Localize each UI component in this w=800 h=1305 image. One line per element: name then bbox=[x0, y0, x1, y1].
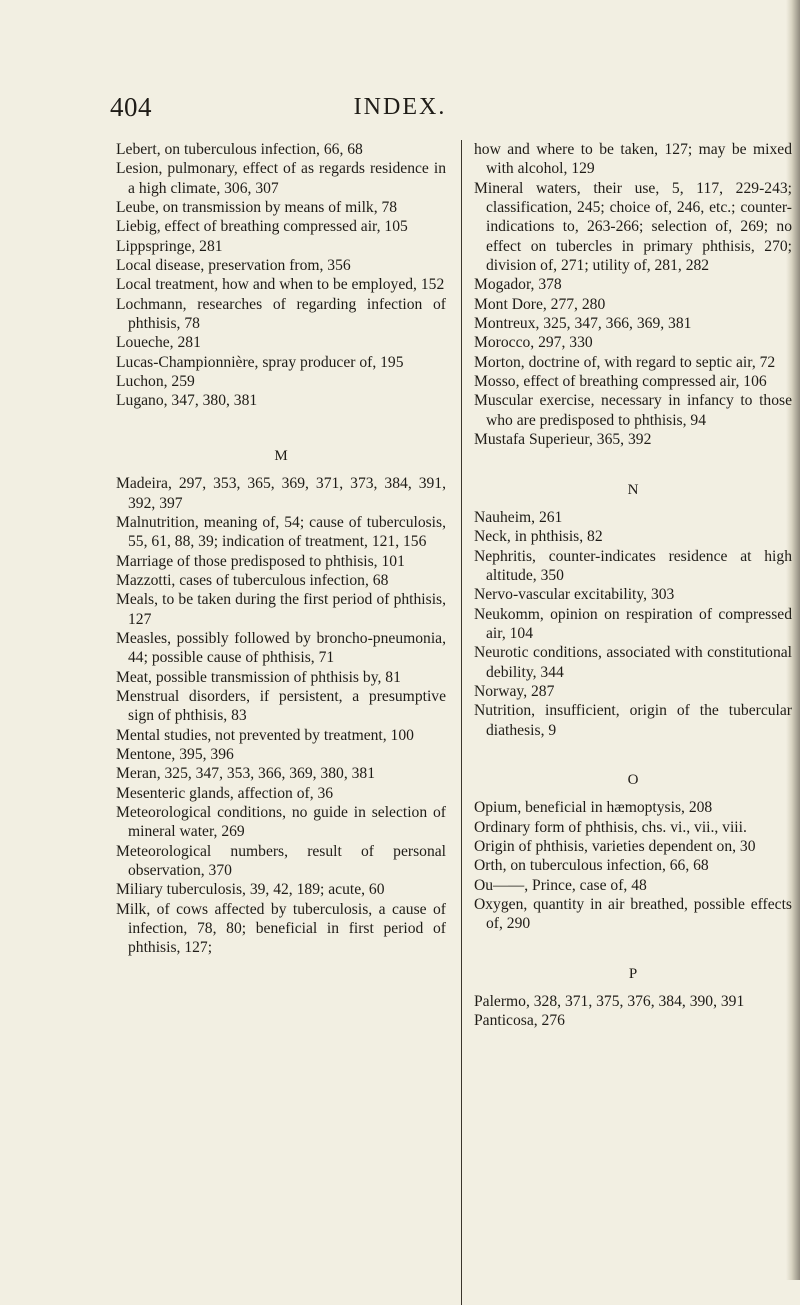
index-letter-heading: M bbox=[274, 447, 288, 464]
index-entry: Nephritis, counter-indicates residence at high altitude, 350 bbox=[474, 547, 792, 584]
index-letter-heading: O bbox=[627, 771, 639, 788]
index-entry: Mazzotti, cases of tuberculous infection, 68 bbox=[116, 571, 389, 589]
index-entry: Opium, beneficial in hæmoptysis, 208 bbox=[474, 799, 713, 817]
index-entry: Mesenteric glands, affection of, 36 bbox=[116, 784, 334, 802]
index-letter-heading: N bbox=[627, 481, 639, 498]
index-entry: Measles, possibly followed by broncho-pneumonia, 44; possible cause of phthisis, 71 bbox=[116, 629, 446, 667]
column-divider bbox=[461, 140, 462, 1305]
index-entry: Milk, of cows affected by tuberculosis, a cause of infection, 78, 80; beneficial in first period of phthisis, 127; bbox=[116, 900, 446, 957]
index-entry: Montreux, 325, 347, 366, 369, 381 bbox=[474, 315, 692, 333]
index-entry: Muscular exercise, necessary in infancy to those who are predisposed to phthisis, 94 bbox=[474, 392, 792, 429]
section-gap bbox=[474, 740, 792, 771]
index-column-left bbox=[116, 140, 446, 958]
index-entry: Mosso, effect of breathing compressed air, 106 bbox=[474, 373, 767, 391]
index-entry: Morocco, 297, 330 bbox=[474, 334, 593, 352]
index-entry: Panticosa, 276 bbox=[474, 1012, 565, 1030]
heading-gap bbox=[474, 500, 792, 508]
index-entry: Neurotic conditions, associated with constitutional debility, 344 bbox=[474, 644, 792, 681]
index-entry: Neukomm, opinion on respiration of compressed air, 104 bbox=[474, 605, 792, 642]
index-entry: Oxygen, quantity in air breathed, possible effects of, 290 bbox=[474, 896, 792, 933]
section-gap bbox=[116, 411, 446, 447]
index-column-right bbox=[474, 140, 792, 1031]
index-entry: Mogador, 378 bbox=[474, 276, 562, 294]
index-entry: Malnutrition, meaning of, 54; cause of tuberculosis, 55, 61, 88, 39; indication of treatment, 121, 156 bbox=[116, 513, 446, 551]
index-entry: Liebig, effect of breathing compressed air, 105 bbox=[116, 218, 408, 236]
running-head: INDEX. bbox=[353, 94, 447, 120]
heading-gap bbox=[474, 790, 792, 798]
index-entry: Mont Dore, 277, 280 bbox=[474, 295, 606, 313]
index-entry: Mineral waters, their use, 5, 117, 229-243; classification, 245; choice of, 246, etc.; counter-indications to, 263-266; selection of, 269; no effect on tubercles in primary phthisis, 270; division of, 271; utility of, 281, 282 bbox=[474, 179, 792, 275]
index-entry: Lippspringe, 281 bbox=[116, 237, 223, 255]
page-number: 404 bbox=[110, 92, 152, 122]
section-gap bbox=[474, 450, 792, 481]
index-entry: Orth, on tuberculous infection, 66, 68 bbox=[474, 857, 709, 875]
index-entry: Palermo, 328, 371, 375, 376, 384, 390, 391 bbox=[474, 993, 745, 1011]
index-entry: Local treatment, how and when to be employed, 152 bbox=[116, 276, 445, 294]
index-entry: Loueche, 281 bbox=[116, 334, 201, 352]
heading-gap bbox=[474, 984, 792, 992]
heading-gap bbox=[116, 466, 446, 474]
index-entry: Mental studies, not prevented by treatment, 100 bbox=[116, 726, 414, 744]
page-header bbox=[0, 92, 800, 132]
index-entry: Nervo-vascular excitability, 303 bbox=[474, 586, 675, 604]
index-entry: Meat, possible transmission of phthisis by, 81 bbox=[116, 668, 401, 686]
index-entry: Meteorological numbers, result of personal observation, 370 bbox=[116, 842, 446, 880]
index-entry: Madeira, 297, 353, 365, 369, 371, 373, 384, 391, 392, 397 bbox=[116, 475, 446, 512]
index-entry: Lesion, pulmonary, effect of as regards residence in a high climate, 306, 307 bbox=[116, 160, 446, 197]
index-entry: Lochmann, researches of regarding infection of phthisis, 78 bbox=[116, 295, 446, 333]
index-entry: Menstrual disorders, if persistent, a presumptive sign of phthisis, 83 bbox=[116, 687, 446, 725]
index-entry: Miliary tuberculosis, 39, 42, 189; acute, 60 bbox=[116, 881, 385, 899]
index-entry: Meals, to be taken during the first period of phthisis, 127 bbox=[116, 591, 446, 628]
index-entry: Local disease, preservation from, 356 bbox=[116, 257, 351, 275]
index-entry: Leube, on transmission by means of milk, 78 bbox=[116, 199, 398, 217]
index-entry: Neck, in phthisis, 82 bbox=[474, 528, 603, 546]
index-letter-heading: P bbox=[628, 965, 638, 982]
index-entry: Nauheim, 261 bbox=[474, 508, 563, 526]
index-entry: Norway, 287 bbox=[474, 682, 555, 700]
index-entry: Origin of phthisis, varieties dependent on, 30 bbox=[474, 838, 756, 855]
index-entry: Meteorological conditions, no guide in selection of mineral water, 269 bbox=[116, 804, 446, 841]
index-entry: how and where to be taken, 127; may be mixed with alcohol, 129 bbox=[474, 141, 792, 178]
index-entry: Luchon, 259 bbox=[116, 373, 195, 391]
index-entry: Meran, 325, 347, 353, 366, 369, 380, 381 bbox=[116, 765, 376, 783]
index-entry: Nutrition, insufficient, origin of the tubercular diathesis, 9 bbox=[474, 702, 792, 739]
index-entry: Lucas-Championnière, spray producer of, 195 bbox=[116, 353, 404, 371]
index-entry: Ou——, Prince, case of, 48 bbox=[474, 876, 647, 894]
index-entry: Morton, doctrine of, with regard to septic air, 72 bbox=[474, 353, 776, 371]
index-entry: Lugano, 347, 380, 381 bbox=[116, 392, 258, 410]
index-entry: Marriage of those predisposed to phthisis, 101 bbox=[116, 552, 405, 570]
section-gap bbox=[474, 934, 792, 965]
index-entry: Mentone, 395, 396 bbox=[116, 745, 234, 763]
index-entry: Lebert, on tuberculous infection, 66, 68 bbox=[116, 141, 363, 158]
index-entry: Mustafa Superieur, 365, 392 bbox=[474, 431, 652, 449]
index-entry: Ordinary form of phthisis, chs. vi., vii., viii. bbox=[474, 818, 747, 836]
